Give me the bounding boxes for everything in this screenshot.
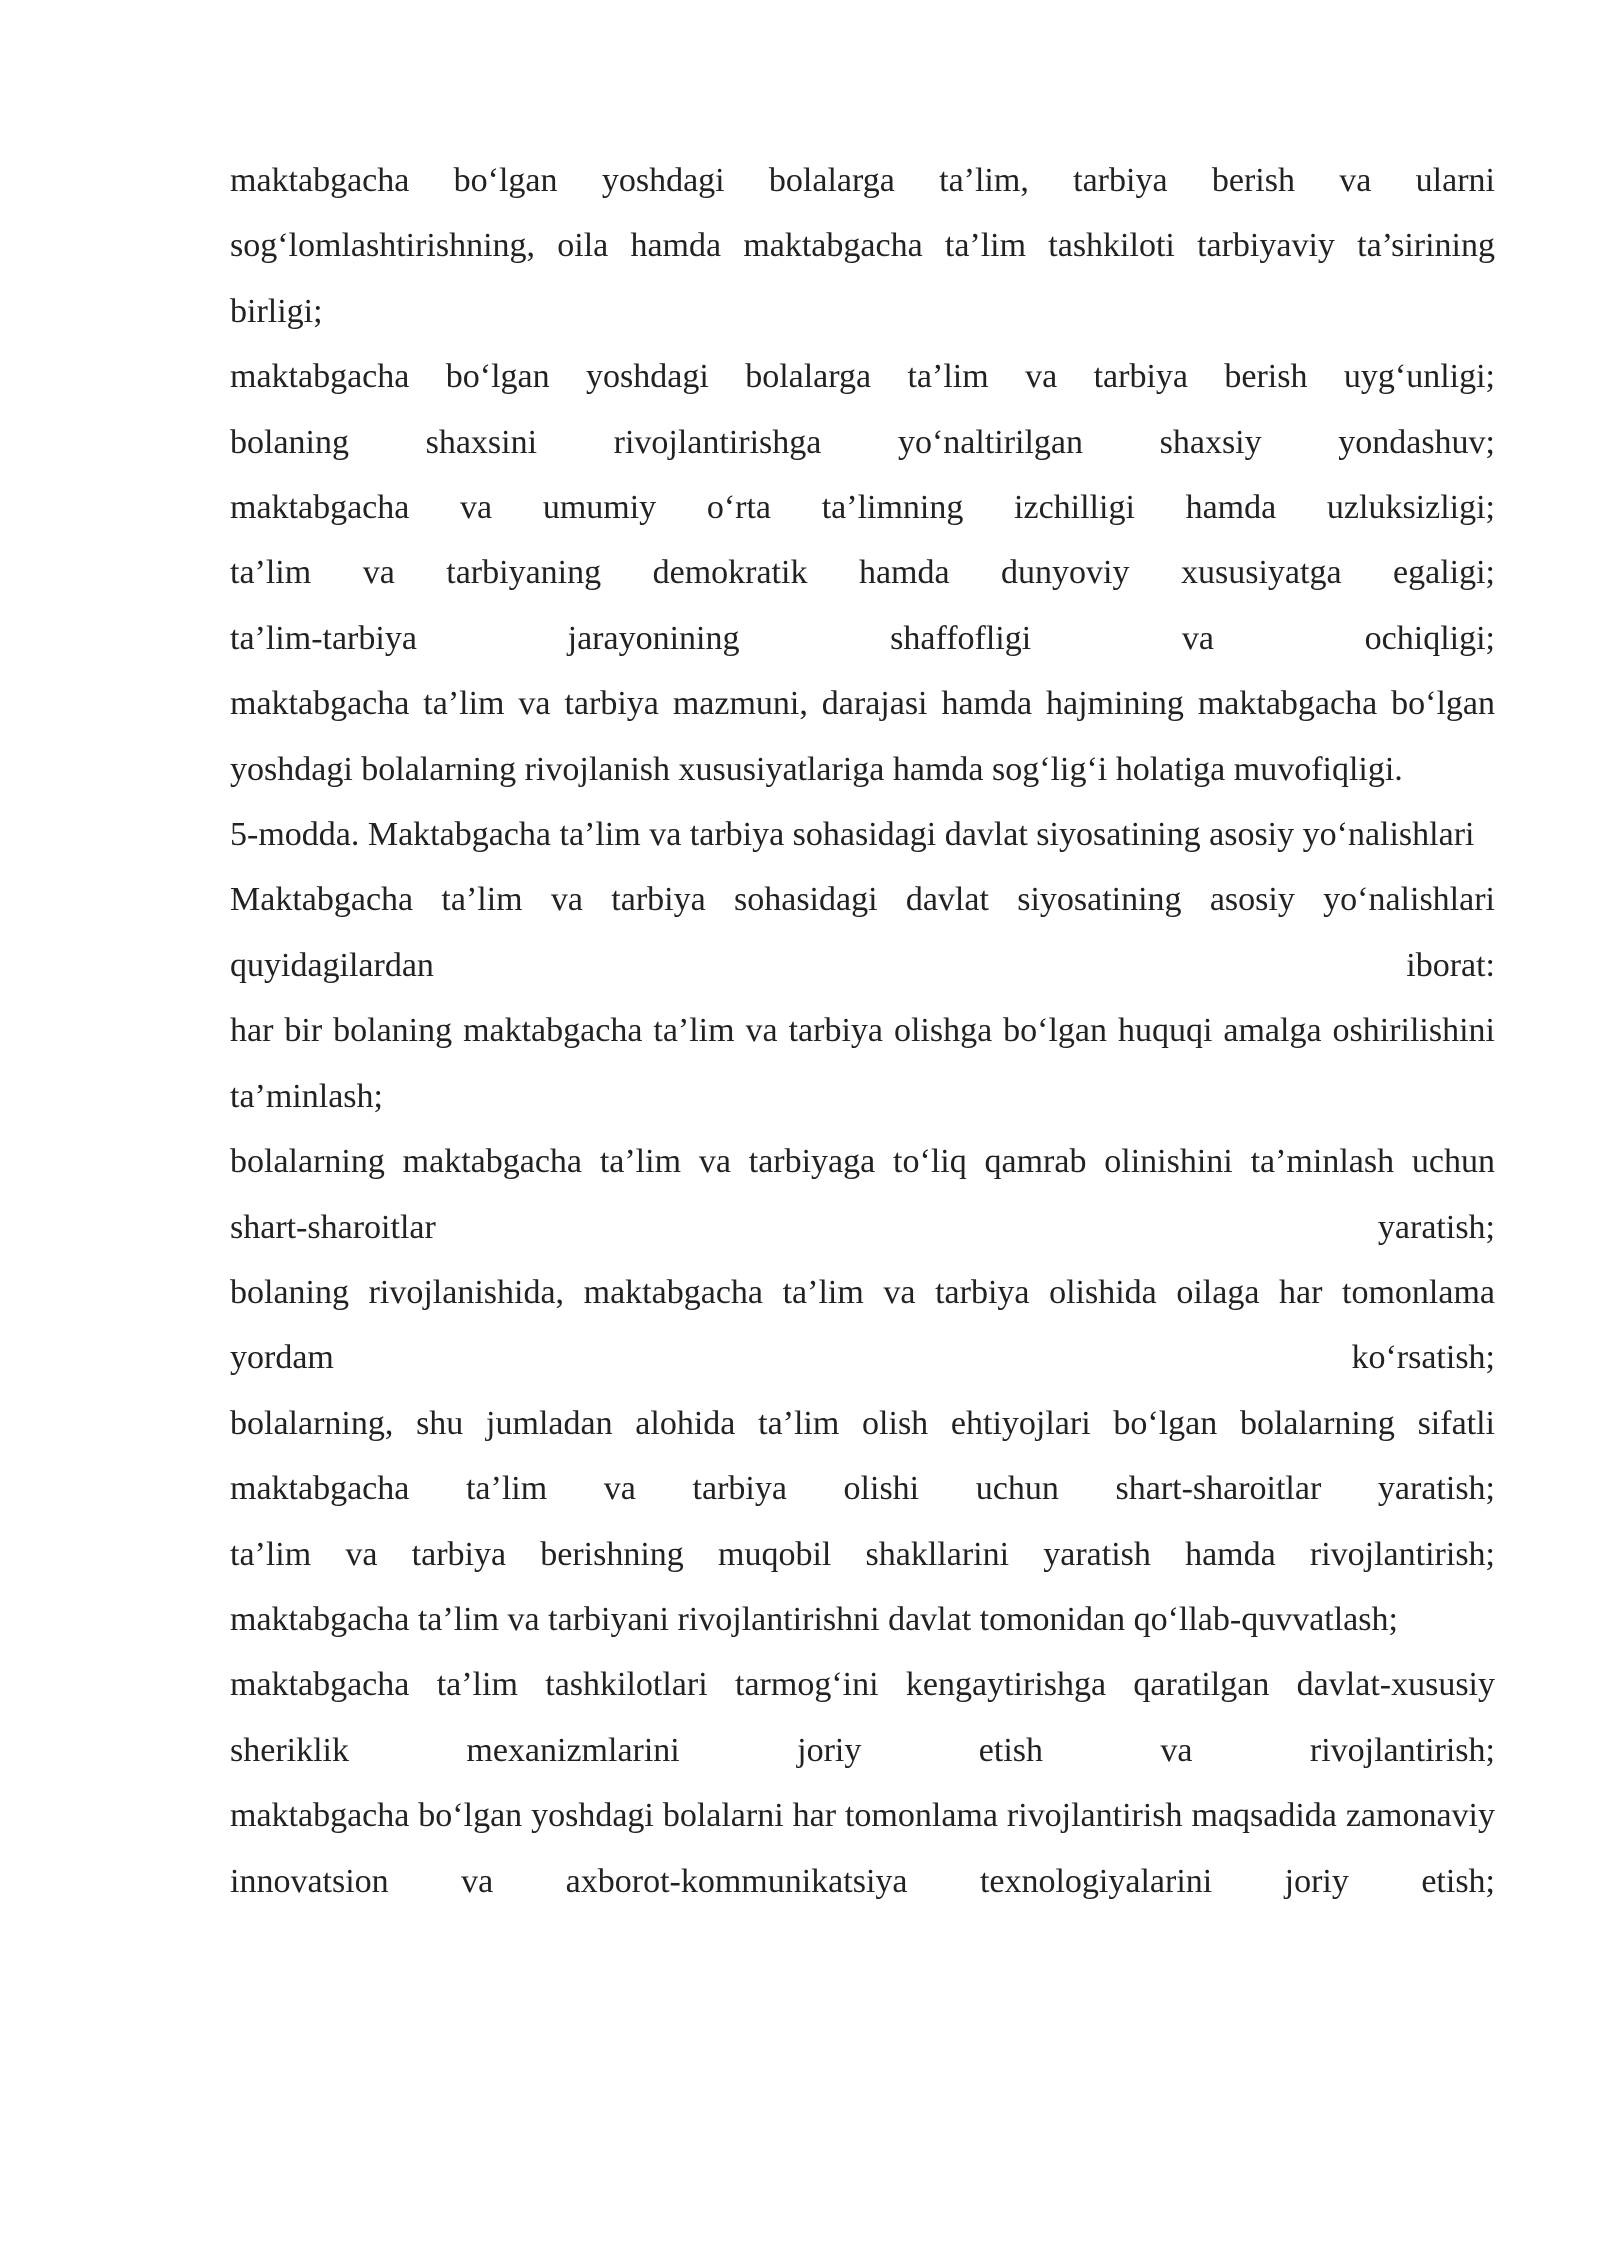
paragraph-17: maktabgacha bo‘lgan yoshdagi bolalarni har tomonlama rivojlantirish maqsadida zamonaviy innovatsion va axborot-kommunikatsiya texnologiyalarini joriy etish; <box>230 1797 1495 1900</box>
paragraph-13: bolalarning, shu jumladan alohida ta’lim olish ehtiyojlari bo‘lgan bolalarning sifatli maktabgacha ta’lim va tarbiya olishi uchun shart-sharoitlar yaratish; <box>230 1404 1495 1508</box>
paragraph-6: ta’lim-tarbiya jarayonining shaffofligi va ochiqligi; <box>230 619 1495 657</box>
paragraph-7: maktabgacha ta’lim va tarbiya mazmuni, darajasi hamda hajmining maktabgacha bo‘lgan yoshdagi bolalarning rivojlanish xususiyatlariga hamda sog‘lig‘i holatiga muvofiqligi. <box>230 685 1495 788</box>
paragraph-12: bolaning rivojlanishida, maktabgacha ta’lim va tarbiya olishida oilaga har tomonlama yordam ko‘rsatish; <box>230 1273 1495 1377</box>
paragraph-1: maktabgacha bo‘lgan yoshdagi bolalarga ta’lim, tarbiya berish va ularni sog‘lomlashtirishning, oila hamda maktabgacha ta’lim tashkiloti tarbiyaviy ta’sirining birligi; <box>230 162 1495 330</box>
paragraph-5: ta’lim va tarbiyaning demokratik hamda dunyoviy xususiyatga egaligi; <box>230 554 1495 592</box>
paragraph-14: ta’lim va tarbiya berishning muqobil shakllarini yaratish hamda rivojlantirish; <box>230 1535 1495 1573</box>
paragraph-11: bolalarning maktabgacha ta’lim va tarbiyaga to‘liq qamrab olinishini ta’minlash uchun shart-sharoitlar yaratish; <box>230 1143 1495 1246</box>
document-body <box>230 148 1495 1914</box>
article-heading: 5-modda. Maktabgacha ta’lim va tarbiya sohasidagi davlat siyosatining asosiy yo‘nalishlari <box>230 816 1475 854</box>
paragraph-9: Maktabgacha ta’lim va tarbiya sohasidagi davlat siyosatining asosiy yo‘nalishlari quyidagilardan iborat: <box>230 881 1495 984</box>
paragraph-4: maktabgacha va umumiy o‘rta ta’limning izchilligi hamda uzluksizligi; <box>230 489 1495 527</box>
paragraph-2: maktabgacha bo‘lgan yoshdagi bolalarga ta’lim va tarbiya berish uyg‘unligi; <box>230 358 1495 396</box>
paragraph-10: har bir bolaning maktabgacha ta’lim va tarbiya olishga bo‘lgan huquqi amalga oshirilishini ta’minlash; <box>230 1012 1495 1115</box>
paragraph-16: maktabgacha ta’lim tashkilotlari tarmog‘ini kengaytirishga qaratilgan davlat-xususiy sheriklik mexanizmlarini joriy etish va rivojlantirish; <box>230 1666 1495 1769</box>
paragraph-3: bolaning shaxsini rivojlantirishga yo‘naltirilgan shaxsiy yondashuv; <box>230 423 1495 461</box>
paragraph-15: maktabgacha ta’lim va tarbiyani rivojlantirishni davlat tomonidan qo‘llab-quvvatlash; <box>230 1600 1398 1638</box>
